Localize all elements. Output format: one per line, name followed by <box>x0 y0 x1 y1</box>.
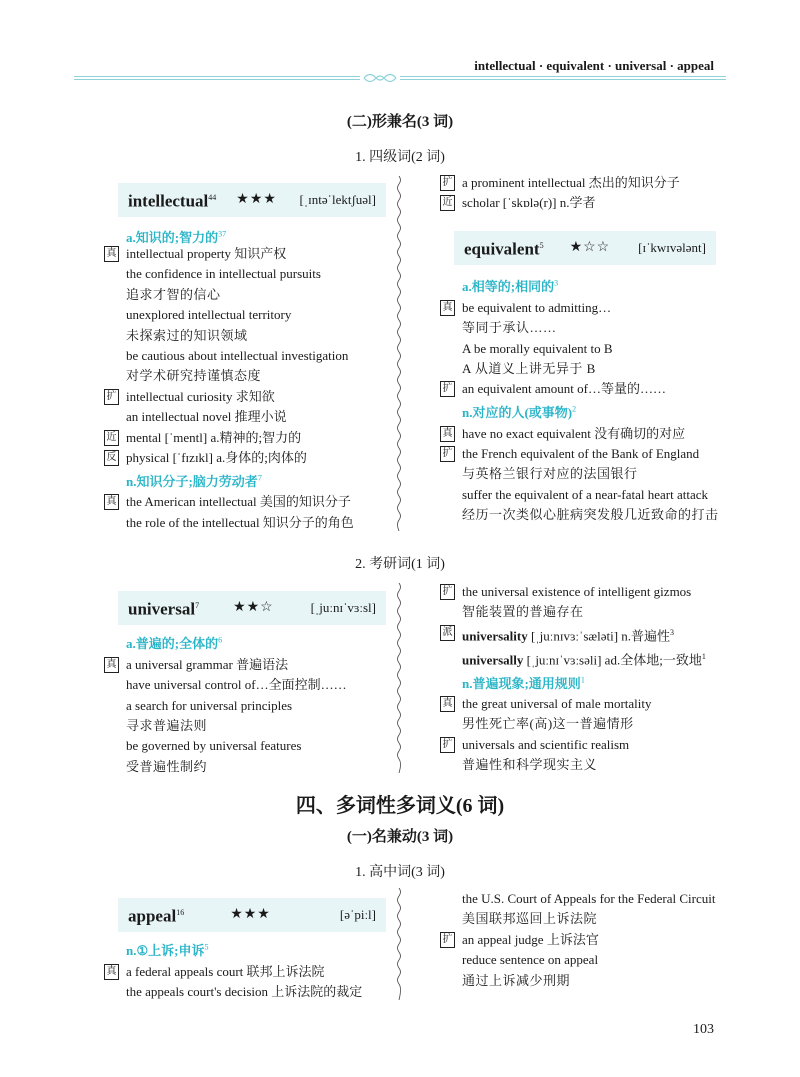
level-heading-kaoyan: 2. 考研词(1 词) <box>355 557 445 572</box>
example-line: 真 the American intellectual 美国的知识分子 <box>104 492 394 512</box>
example-line: be cautious about intellectual investigation <box>126 348 349 364</box>
entry-universal <box>118 591 386 625</box>
chapter-title: 四、多词性多词义(6 词) <box>295 795 505 817</box>
column-divider <box>396 583 402 773</box>
example-line: the role of the intellectual 知识分子的角色 <box>126 514 354 530</box>
entry-universal-right <box>440 582 740 776</box>
example-line: 美国联邦巡回上诉法院 <box>462 911 598 927</box>
entry-appeal-right <box>440 889 740 991</box>
entry-equivalent-lines <box>440 274 740 526</box>
antonym-line: 反 physical [ˈfɪzɪkl] a.身体的;肉体的 <box>104 448 394 468</box>
example-line: have universal control of…全面控制…… <box>126 677 347 693</box>
example-line: unexplored intellectual territory <box>126 307 292 323</box>
example-line: a search for universal principles <box>126 697 293 713</box>
example-line: 通过上诉减少刑期 <box>462 972 571 988</box>
example-line: 真 the great universal of male mortality <box>440 694 740 714</box>
example-line: 真 a universal grammar 普遍语法 <box>104 655 394 675</box>
example-line: 等同于承认…… <box>462 320 557 336</box>
example-line: 扩 universals and scientific realism <box>440 735 740 755</box>
example-line: 扩 the universal existence of intelligent gizmos <box>440 582 740 602</box>
example-line: 扩 a prominent intellectual 杰出的知识分子 <box>440 173 730 193</box>
example-line: 真 intellectual property 知识产权 <box>104 244 394 264</box>
header-ornament-icon <box>360 70 400 86</box>
example-line: 真 have no exact equivalent 没有确切的对应 <box>440 424 740 444</box>
tag-fan-icon: 反 <box>104 450 119 466</box>
frequency-stars: ★☆☆ <box>569 239 611 255</box>
tag-kuo-icon: 扩 <box>440 584 455 600</box>
column-divider <box>396 888 402 1000</box>
headword-box <box>454 231 716 265</box>
headword: equivalent$^5$ <box>464 239 544 259</box>
synonym-line: 近 mental [ˈmentl] a.精神的;智力的 <box>104 428 394 448</box>
tag-kuo-icon: 扩 <box>104 389 119 405</box>
tag-kuo-icon: 扩 <box>440 737 455 753</box>
entry-intellectual <box>118 183 386 249</box>
frequency-stars: ★★★ <box>230 906 271 922</box>
example-line: 真 be equivalent to admitting… <box>440 298 740 318</box>
example-line: A be morally equivalent to B <box>462 340 613 356</box>
level-heading-cet4: 1. 四级词(2 词) <box>355 150 445 165</box>
running-header: intellectual · equivalent · universal · appeal <box>474 58 714 73</box>
example-line: 智能装置的普遍存在 <box>462 604 584 620</box>
headword-box <box>118 898 386 932</box>
example-line: 受普遍性制约 <box>126 758 208 774</box>
frequency-stars: ★★★ <box>236 191 277 207</box>
example-line: 扩 intellectual curiosity 求知欲 <box>104 387 394 407</box>
example-line: 寻求普遍法则 <box>126 717 208 733</box>
derivative-line: 派 universality [ˌjuːnɪvɜːˈsæləti] n.普遍性$^3$ <box>440 623 740 647</box>
column-divider <box>396 176 402 531</box>
example-line: 扩 an appeal judge 上诉法官 <box>440 930 740 950</box>
tag-kuo-icon: 扩 <box>440 175 455 191</box>
tag-kuo-icon: 扩 <box>440 446 455 462</box>
tag-kuo-icon: 扩 <box>440 932 455 948</box>
header-rule <box>74 76 726 77</box>
sense-heading: n.对应的人(或事物)$^2$ <box>462 404 577 421</box>
tag-zhen-icon: 真 <box>104 246 119 262</box>
example-line: 普遍性和科学现实主义 <box>462 757 598 773</box>
phonetic: [ˌɪntəˈlektʃuəl] <box>299 191 376 207</box>
example-line: the appeals court's decision 上诉法院的裁定 <box>126 984 363 1000</box>
sense-heading: a.知识的;智力的$^{37}$ <box>126 230 227 246</box>
sense-heading: a.普遍的;全体的$^6$ <box>126 636 223 652</box>
example-line: A 从道义上讲无异于 B <box>462 360 596 376</box>
example-line: suffer the equivalent of a near-fatal heart attack <box>462 486 709 502</box>
example-line: 真 a federal appeals court 联邦上诉法院 <box>104 962 394 982</box>
entry-appeal <box>118 898 386 932</box>
headword: universal$^7$ <box>128 599 200 619</box>
example-line: 扩 the French equivalent of the Bank of England <box>440 444 740 464</box>
entry-universal-lines <box>104 631 394 777</box>
phonetic: [ˌjuːnɪˈvɜːsl] <box>310 599 376 615</box>
section-title: (二)形兼名(3 词) <box>346 114 454 130</box>
header-rule-lower <box>74 79 726 80</box>
tag-zhen-icon: 真 <box>104 657 119 673</box>
synonym-line: 近 scholar [ˈskɒlə(r)] n.学者 <box>440 193 730 213</box>
headword: intellectual$^{44}$ <box>128 191 217 211</box>
headword-box <box>118 183 386 217</box>
tag-zhen-icon: 真 <box>440 696 455 712</box>
entry-equivalent <box>454 231 716 265</box>
example-line: the confidence in intellectual pursuits <box>126 266 321 282</box>
headword-box <box>118 591 386 625</box>
phonetic: [ɪˈkwɪvələnt] <box>638 239 706 255</box>
example-line: an intellectual novel 推理小说 <box>126 409 287 425</box>
tag-jin-icon: 近 <box>104 430 119 446</box>
tag-kuo-icon: 扩 <box>440 381 455 397</box>
headword: appeal$^{16}$ <box>128 906 185 926</box>
page-number: 103 <box>693 1022 714 1037</box>
example-line: 追求才智的信心 <box>126 286 221 302</box>
tag-pai-icon: 派 <box>440 625 455 641</box>
tag-zhen-icon: 真 <box>440 426 455 442</box>
tag-jin-icon: 近 <box>440 195 455 211</box>
sense-heading: n.普遍现象;通用规则$^1$ <box>462 675 585 691</box>
tag-zhen-icon: 真 <box>104 494 119 510</box>
example-line: 经历一次类似心脏病突发般几近致命的打击 <box>462 507 719 523</box>
phonetic: [əˈpiːl] <box>339 906 376 922</box>
example-line: the U.S. Court of Appeals for the Federal Circuit <box>462 891 716 906</box>
example-line: 男性死亡率(高)这一普遍情形 <box>462 716 634 732</box>
example-line: be governed by universal features <box>126 738 302 754</box>
tag-zhen-icon: 真 <box>440 300 455 316</box>
derivative-line: universally [ˌjuːnɪˈvɜːsəli] ad.全体地;一致地$^1$ <box>462 651 706 667</box>
section-title: (一)名兼动(3 词) <box>346 829 454 845</box>
entry-intellectual-lines <box>104 244 394 533</box>
sense-heading: a.相等的;相同的$^3$ <box>462 279 559 295</box>
sense-heading: n.知识分子;脑力劳动者$^7$ <box>126 473 262 489</box>
example-line: reduce sentence on appeal <box>462 952 599 968</box>
example-line: 未探索过的知识领域 <box>126 327 248 343</box>
example-line: 与英格兰银行对应的法国银行 <box>462 466 638 482</box>
frequency-stars: ★★☆ <box>233 599 274 615</box>
level-heading-highschool: 1. 高中词(3 词) <box>355 865 445 880</box>
example-line: 对学术研究持谨慎态度 <box>126 368 262 384</box>
tag-zhen-icon: 真 <box>104 964 119 980</box>
entry-intellectual-right <box>440 173 730 214</box>
entry-appeal-lines <box>104 938 394 1003</box>
example-line: 扩 an equivalent amount of…等量的…… <box>440 379 740 399</box>
sense-heading: n.①上诉;申诉$^5$ <box>126 943 209 959</box>
